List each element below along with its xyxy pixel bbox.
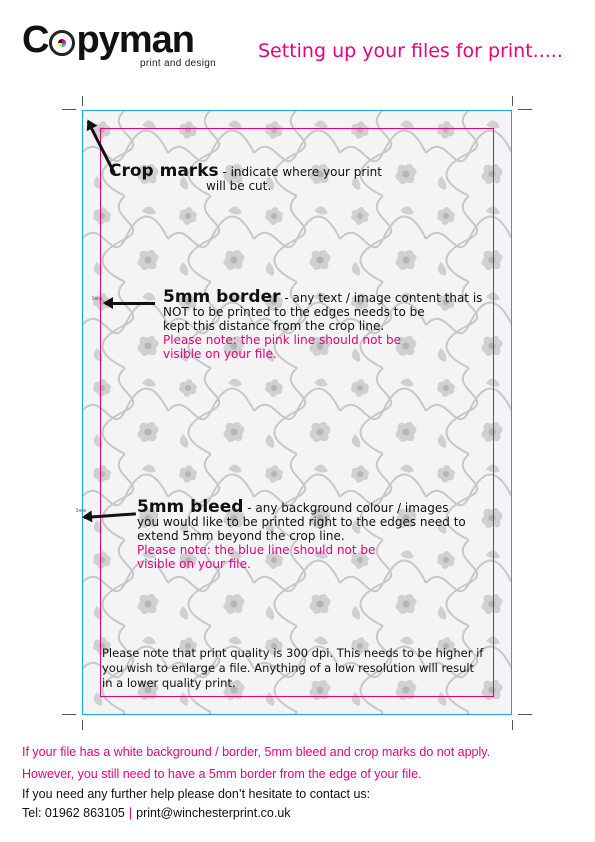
page-heading: Setting up your files for print..... (258, 40, 563, 62)
crop-mark (518, 714, 532, 715)
quality-note: Please note that print quality is 300 dpi. This needs to be higher if you wish to enlarge a file. Anything of a low resolution will result in a lower quality print. (102, 646, 484, 690)
phone-number[interactable]: Tel: 01962 863105 (22, 806, 125, 820)
crop-mark (62, 109, 76, 110)
footer-contact (22, 806, 291, 821)
print-sheet (82, 110, 512, 715)
border-annotation: 5mm border - any text / image content that is NOT to be printed to the edges needs to be kept this distance from the crop line. Please note: the pink line should not be visible on your file. (163, 287, 483, 361)
crop-mark (82, 720, 83, 730)
copyman-logo (22, 20, 222, 68)
border-measure-label: 5mm (92, 296, 103, 301)
logo-tagline: print and design (140, 58, 216, 69)
logo-target-icon (49, 30, 75, 56)
bleed-annotation: 5mm bleed - any background colour / images you would like to be printed right to the edges need to extend 5mm beyond the crop line. Please note: the blue line should not be visible on your file. (137, 497, 466, 571)
email-link[interactable]: print@winchesterprint.co.uk (136, 806, 291, 820)
arrow-border (105, 302, 155, 305)
bleed-measure-label: 5mm (76, 508, 87, 513)
bleed-title: 5mm bleed (137, 497, 244, 517)
footer-line-3: If you need any further help please don’t hesitate to contact us: (22, 787, 371, 801)
crop-mark (518, 109, 532, 110)
border-line (100, 128, 494, 697)
crop-marks-title: Crop marks (109, 161, 219, 181)
crop-mark (62, 714, 76, 715)
footer-line-1: If your file has a white background / border, 5mm bleed and crop marks do not apply. (22, 745, 491, 759)
footer-line-2: However, you still need to have a 5mm border from the edge of your file. (22, 767, 422, 781)
crop-marks-annotation: Crop marks - indicate where your print will be cut. (109, 161, 382, 193)
logo-wordmark: C pyman (22, 19, 194, 61)
crop-mark (512, 720, 513, 730)
contact-separator: | (128, 806, 133, 820)
crop-mark (512, 96, 513, 106)
crop-mark (82, 96, 83, 106)
border-title: 5mm border (163, 287, 281, 307)
